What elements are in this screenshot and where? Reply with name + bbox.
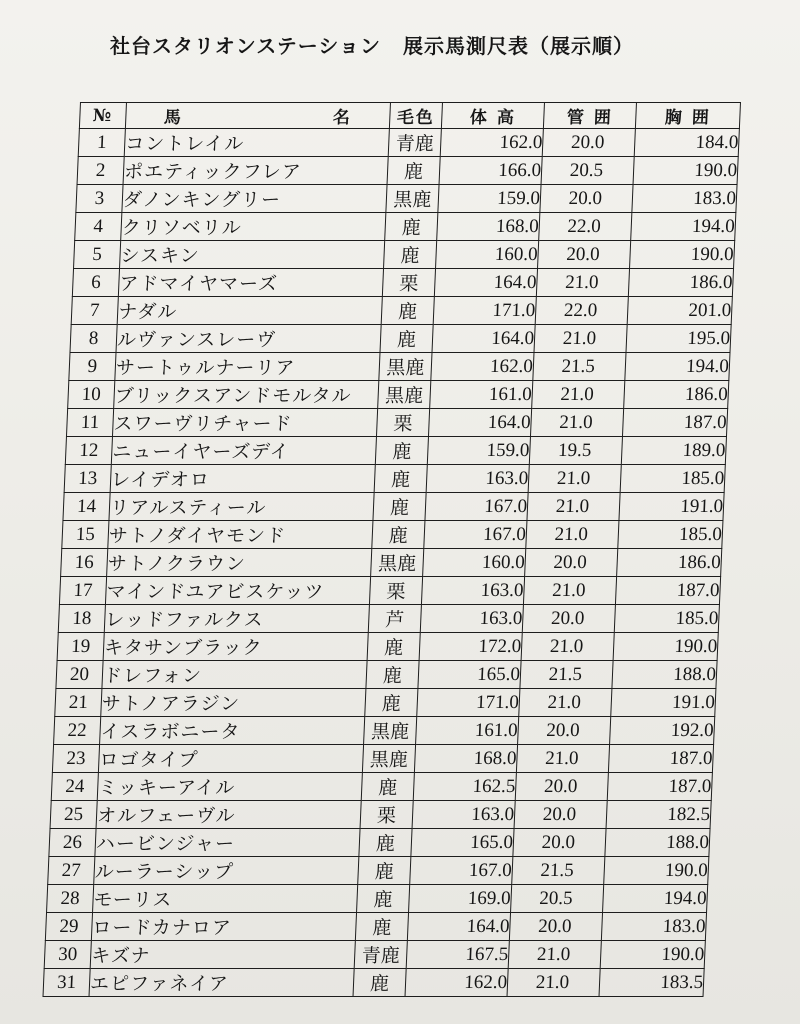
row-number: 3	[76, 185, 123, 213]
chest-girth: 194.0	[631, 213, 736, 241]
row-number: 4	[75, 213, 122, 241]
body-height: 162.5	[413, 773, 516, 801]
horse-name: マインドユアビスケッツ	[105, 577, 370, 605]
row-number: 16	[61, 549, 108, 577]
horse-name: ダノンキングリー	[122, 185, 387, 213]
chest-girth: 201.0	[627, 297, 732, 325]
table-row	[45, 913, 706, 941]
cannon-circumference: 19.5	[529, 437, 622, 465]
chest-girth: 186.0	[628, 269, 733, 297]
table-row	[48, 857, 709, 885]
body-height: 165.0	[418, 661, 521, 689]
coat-color: 鹿	[384, 241, 437, 269]
body-height: 171.0	[433, 297, 536, 325]
row-number: 2	[77, 157, 124, 185]
body-height: 166.0	[439, 157, 542, 185]
table-row	[62, 521, 723, 549]
body-height: 164.0	[407, 913, 510, 941]
row-number: 22	[54, 717, 101, 745]
horse-name: ブリックスアンドモルタル	[114, 381, 379, 409]
coat-color: 黒鹿	[386, 185, 439, 213]
body-height: 163.0	[412, 801, 515, 829]
chest-girth: 194.0	[625, 353, 730, 381]
row-number: 18	[58, 605, 105, 633]
horse-name: イスラボニータ	[100, 717, 365, 745]
header-name	[125, 103, 390, 129]
coat-color: 青鹿	[388, 129, 441, 157]
horse-name: キズナ	[90, 941, 355, 969]
body-height: 162.0	[405, 969, 508, 997]
row-number: 23	[52, 745, 99, 773]
row-number: 15	[62, 521, 109, 549]
body-height: 160.0	[423, 549, 526, 577]
chest-girth: 190.0	[633, 157, 738, 185]
chest-girth: 190.0	[613, 633, 718, 661]
cannon-circumference: 20.0	[525, 549, 618, 577]
row-number: 24	[51, 773, 98, 801]
coat-color: 鹿	[373, 493, 426, 521]
coat-color: 黒鹿	[378, 381, 431, 409]
header-row	[79, 103, 740, 129]
table-row	[55, 689, 716, 717]
chest-girth: 186.0	[617, 549, 722, 577]
chest-girth: 191.0	[611, 689, 716, 717]
chest-girth: 195.0	[626, 325, 731, 353]
row-number: 1	[78, 129, 125, 157]
chest-girth: 183.0	[632, 185, 737, 213]
chest-girth: 187.0	[608, 745, 713, 773]
horse-name: オルフェーヴル	[96, 801, 361, 829]
body-height: 171.0	[417, 689, 520, 717]
horse-name: サトノアラジン	[101, 689, 366, 717]
coat-color: 芦	[368, 605, 421, 633]
body-height: 161.0	[416, 717, 519, 745]
body-height: 168.0	[414, 745, 517, 773]
body-height: 165.0	[411, 829, 514, 857]
table-row	[74, 241, 735, 269]
chest-girth: 186.0	[624, 381, 729, 409]
row-number: 31	[43, 969, 90, 997]
cannon-circumference: 21.0	[523, 577, 616, 605]
row-number: 21	[55, 689, 102, 717]
chest-girth: 185.0	[614, 605, 719, 633]
row-number: 27	[48, 857, 95, 885]
row-number: 8	[70, 325, 117, 353]
measurement-table	[42, 102, 741, 997]
row-number: 28	[47, 885, 94, 913]
chest-girth: 187.0	[607, 773, 712, 801]
horse-name: キタサンブラック	[103, 633, 368, 661]
table-row	[47, 885, 708, 913]
coat-color: 栗	[360, 801, 413, 829]
horse-name: ミッキーアイル	[97, 773, 362, 801]
body-height: 169.0	[409, 885, 512, 913]
coat-color: 鹿	[380, 325, 433, 353]
horse-name: モーリス	[93, 885, 358, 913]
horse-name: サートゥルナーリア	[115, 353, 380, 381]
header-name-a: 馬	[163, 108, 184, 128]
table-body	[43, 129, 739, 997]
coat-color: 鹿	[372, 521, 425, 549]
cannon-circumference: 21.0	[528, 465, 621, 493]
chest-girth: 184.0	[634, 129, 739, 157]
coat-color: 鹿	[381, 297, 434, 325]
table-row	[70, 325, 731, 353]
cannon-circumference: 21.0	[519, 689, 612, 717]
table-row	[51, 773, 712, 801]
cannon-circumference: 21.0	[534, 325, 627, 353]
coat-color: 黒鹿	[364, 717, 417, 745]
body-height: 164.0	[434, 269, 537, 297]
table-row	[77, 157, 738, 185]
body-height: 161.0	[430, 381, 533, 409]
table-row	[52, 745, 713, 773]
chest-girth: 194.0	[603, 885, 708, 913]
table-row	[57, 633, 718, 661]
chest-girth: 188.0	[605, 829, 710, 857]
cannon-circumference: 20.5	[541, 157, 634, 185]
cannon-circumference: 22.0	[535, 297, 628, 325]
body-height: 167.0	[424, 521, 527, 549]
cannon-circumference: 20.0	[514, 801, 607, 829]
body-height: 172.0	[419, 633, 522, 661]
body-height: 162.0	[440, 129, 543, 157]
chest-girth: 188.0	[612, 661, 717, 689]
cannon-circumference: 21.0	[516, 745, 609, 773]
table-row	[72, 269, 733, 297]
row-number: 10	[68, 381, 115, 409]
horse-name: レッドファルクス	[104, 605, 369, 633]
table-row	[43, 969, 704, 997]
table-row	[54, 717, 715, 745]
table-row	[75, 213, 736, 241]
table-row	[78, 129, 739, 157]
coat-color: 黒鹿	[371, 549, 424, 577]
horse-name: ルヴァンスレーヴ	[116, 325, 381, 353]
cannon-circumference: 20.0	[522, 605, 615, 633]
table-row	[61, 549, 722, 577]
horse-name: アドマイヤマーズ	[118, 269, 383, 297]
row-number: 6	[72, 269, 119, 297]
coat-color: 鹿	[358, 857, 411, 885]
table-row	[59, 577, 720, 605]
horse-name: ポエティックフレア	[123, 157, 388, 185]
table-row	[69, 353, 730, 381]
row-number: 20	[56, 661, 103, 689]
horse-name: サトノクラウン	[107, 549, 372, 577]
horse-name: ルーラーシップ	[94, 857, 359, 885]
header-coat: 毛色	[389, 103, 442, 129]
row-number: 14	[63, 493, 110, 521]
horse-name: ロゴタイプ	[98, 745, 363, 773]
cannon-circumference: 20.0	[542, 129, 635, 157]
chest-girth: 192.0	[610, 717, 715, 745]
chest-girth: 187.0	[622, 409, 727, 437]
coat-color: 黒鹿	[379, 353, 432, 381]
cannon-circumference: 21.0	[532, 381, 625, 409]
horse-name: ナダル	[117, 297, 382, 325]
coat-color: 鹿	[367, 633, 420, 661]
horse-name: コントレイル	[124, 129, 389, 157]
coat-color: 鹿	[359, 829, 412, 857]
table-row	[44, 941, 705, 969]
chest-girth: 183.5	[599, 969, 704, 997]
row-number: 12	[65, 437, 112, 465]
coat-color: 鹿	[387, 157, 440, 185]
header-cannon: 管 囲	[543, 103, 636, 129]
body-height: 164.0	[432, 325, 535, 353]
chest-girth: 185.0	[618, 521, 723, 549]
table-row	[64, 465, 725, 493]
table-row	[71, 297, 732, 325]
row-number: 17	[59, 577, 106, 605]
cannon-circumference: 21.0	[530, 409, 623, 437]
horse-name: サトノダイヤモンド	[108, 521, 373, 549]
chest-girth: 191.0	[619, 493, 724, 521]
cannon-circumference: 21.0	[526, 521, 619, 549]
coat-color: 鹿	[357, 885, 410, 913]
row-number: 9	[69, 353, 116, 381]
chest-girth: 183.0	[601, 913, 706, 941]
table-row	[49, 829, 710, 857]
cannon-circumference: 21.0	[507, 969, 600, 997]
coat-color: 鹿	[374, 465, 427, 493]
cannon-circumference: 21.0	[536, 269, 629, 297]
body-height: 168.0	[437, 213, 540, 241]
horse-name: ドレフォン	[102, 661, 367, 689]
cannon-circumference: 20.0	[518, 717, 611, 745]
horse-name: レイデオロ	[110, 465, 375, 493]
cannon-circumference: 20.0	[509, 913, 602, 941]
chest-girth: 189.0	[621, 437, 726, 465]
cannon-circumference: 21.0	[508, 941, 601, 969]
body-height: 159.0	[427, 437, 530, 465]
header-no: №	[79, 103, 126, 129]
chest-girth: 190.0	[630, 241, 735, 269]
coat-color: 栗	[376, 409, 429, 437]
coat-color: 鹿	[353, 969, 406, 997]
table-row	[66, 409, 727, 437]
header-girth: 胸 囲	[635, 103, 740, 129]
chest-girth: 185.0	[620, 465, 725, 493]
body-height: 163.0	[420, 605, 523, 633]
table-row	[50, 801, 711, 829]
table-row	[58, 605, 719, 633]
chest-girth: 187.0	[615, 577, 720, 605]
coat-color: 鹿	[361, 773, 414, 801]
table-row	[68, 381, 729, 409]
coat-color: 鹿	[355, 913, 408, 941]
row-number: 19	[57, 633, 104, 661]
coat-color: 鹿	[365, 689, 418, 717]
header-height: 体 高	[441, 103, 544, 129]
cannon-circumference: 20.0	[540, 185, 633, 213]
cannon-circumference: 20.0	[513, 829, 606, 857]
horse-name: ロードカナロア	[91, 913, 356, 941]
coat-color: 鹿	[375, 437, 428, 465]
row-number: 30	[44, 941, 91, 969]
cannon-circumference: 21.5	[533, 353, 626, 381]
coat-color: 黒鹿	[362, 745, 415, 773]
body-height: 159.0	[438, 185, 541, 213]
row-number: 26	[49, 829, 96, 857]
horse-name: シスキン	[120, 241, 385, 269]
table-row	[63, 493, 724, 521]
coat-color: 青鹿	[354, 941, 407, 969]
body-height: 163.0	[426, 465, 529, 493]
body-height: 167.0	[410, 857, 513, 885]
coat-color: 鹿	[366, 661, 419, 689]
cannon-circumference: 20.5	[511, 885, 604, 913]
subtitle-text: 展示馬測尺表（展示順）	[403, 34, 634, 58]
horse-name: スワーヴリチャード	[112, 409, 377, 437]
header-name-b: 名	[332, 108, 353, 128]
coat-color: 栗	[369, 577, 422, 605]
body-height: 162.0	[431, 353, 534, 381]
coat-color: 鹿	[385, 213, 438, 241]
cannon-circumference: 21.0	[527, 493, 620, 521]
table-row	[56, 661, 717, 689]
row-number: 7	[71, 297, 118, 325]
row-number: 13	[64, 465, 111, 493]
coat-color: 栗	[382, 269, 435, 297]
title-text: 社台スタリオンステーション	[110, 34, 381, 58]
chest-girth: 182.5	[606, 801, 711, 829]
table-row	[65, 437, 726, 465]
cannon-circumference: 20.0	[538, 241, 631, 269]
body-height: 160.0	[436, 241, 539, 269]
chest-girth: 190.0	[604, 857, 709, 885]
horse-name: ニューイヤーズデイ	[111, 437, 376, 465]
cannon-circumference: 22.0	[539, 213, 632, 241]
row-number: 25	[50, 801, 97, 829]
chest-girth: 190.0	[600, 941, 705, 969]
horse-name: ハービンジャー	[95, 829, 360, 857]
horse-name: エピファネイア	[89, 969, 354, 997]
cannon-circumference: 20.0	[515, 773, 608, 801]
body-height: 167.0	[425, 493, 528, 521]
body-height: 164.0	[428, 409, 531, 437]
body-height: 167.5	[406, 941, 509, 969]
row-number: 5	[74, 241, 121, 269]
row-number: 11	[66, 409, 113, 437]
row-number: 29	[45, 913, 92, 941]
horse-name: リアルスティール	[109, 493, 374, 521]
cannon-circumference: 21.0	[521, 633, 614, 661]
body-height: 163.0	[421, 577, 524, 605]
table-row	[76, 185, 737, 213]
cannon-circumference: 21.5	[512, 857, 605, 885]
horse-name: クリソベリル	[121, 213, 386, 241]
document-title	[110, 30, 634, 59]
cannon-circumference: 21.5	[520, 661, 613, 689]
